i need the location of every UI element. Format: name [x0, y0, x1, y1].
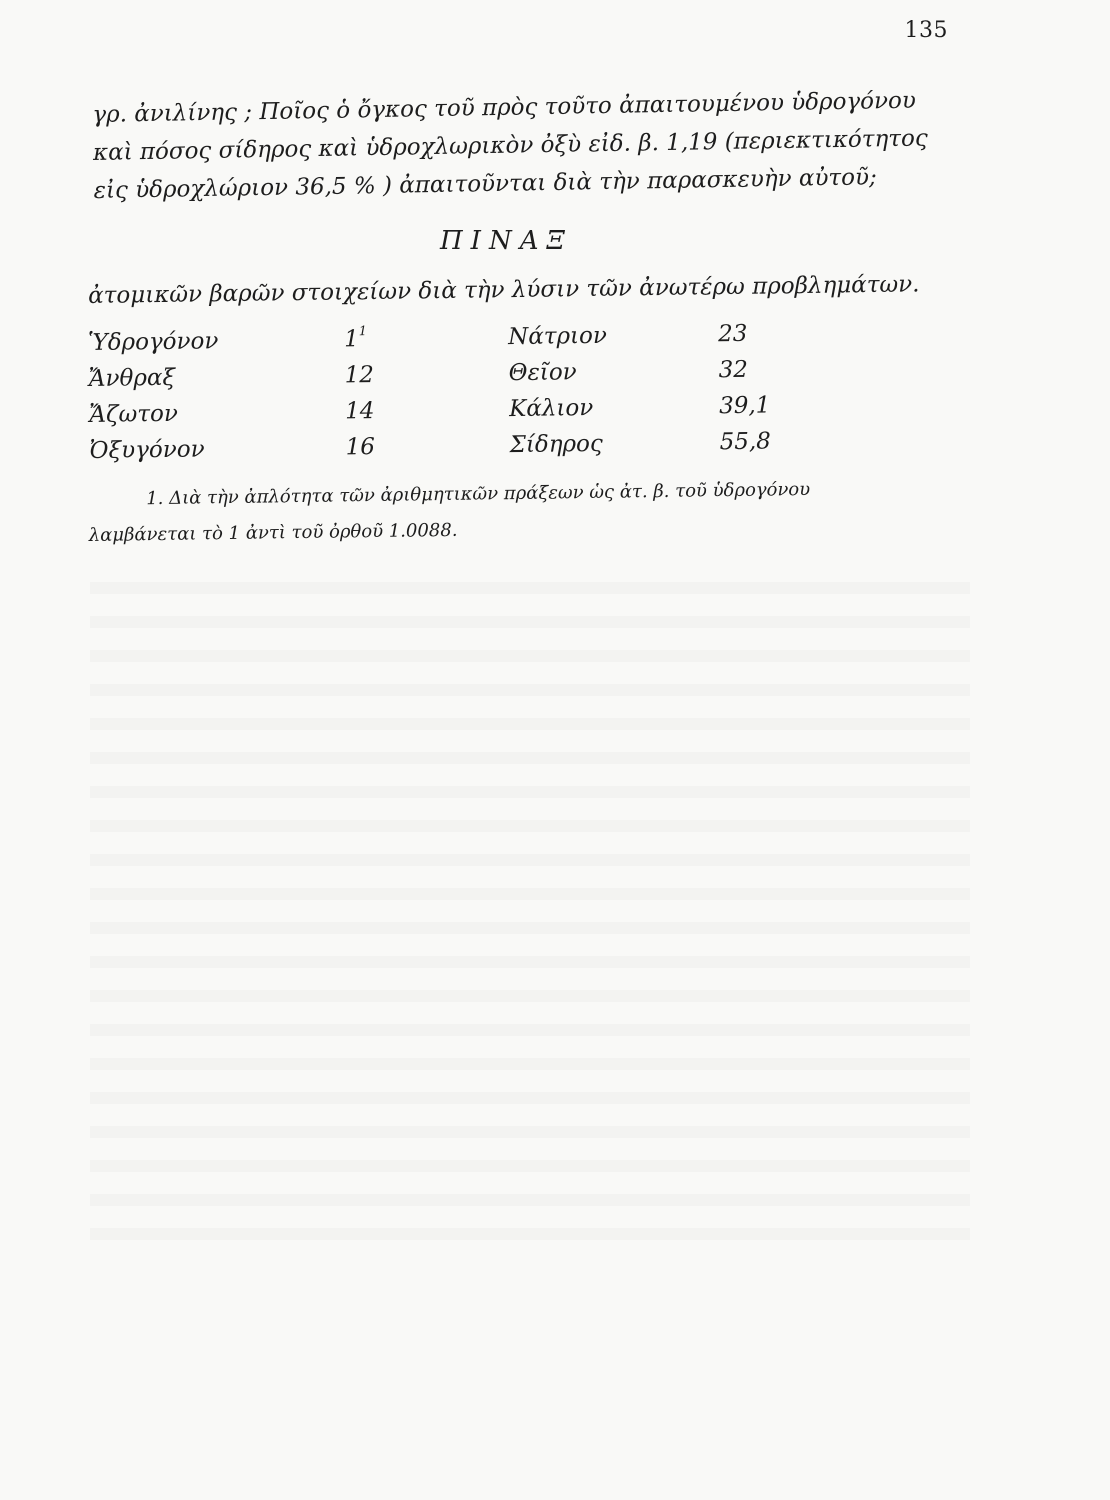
element-weight: 16	[345, 434, 376, 461]
footnote-mark: 1	[358, 324, 368, 340]
element-name: Ὀξυγόνον	[89, 436, 205, 464]
element-name: Ἄζωτον	[89, 400, 179, 428]
element-weight	[344, 326, 367, 352]
paragraph-line: εἰς ὑδροχλώριον 36,5 % ) ἀπαιτοῦνται διὰ τὴν παρασκευὴν αὐτοῦ;	[93, 164, 877, 204]
atomic-weights-table	[88, 320, 810, 480]
element-name: Κάλιον	[508, 394, 594, 423]
element-weight: 39,1	[718, 392, 771, 420]
footnote-line: λαμβάνεται τὸ 1 ἀντὶ τοῦ ὀρθοῦ 1.0088.	[88, 519, 458, 546]
element-name: Ἄνθραξ	[88, 364, 176, 392]
paragraph-line: καὶ πόσος σίδηρος καὶ ὑδροχλωρικὸν ὀξὺ εἰδ. β. 1,19 (περιεκτικότητος	[92, 125, 928, 166]
paragraph-line: γρ. ἀνιλίνης ; Ποῖος ὁ ὄγκος τοῦ πρὸς τοῦτο ἀπαιτουμένου ὑδρογόνου	[92, 87, 917, 128]
element-weight: 32	[718, 356, 749, 384]
element-weight: 23	[717, 320, 748, 348]
element-name: Σίδηρος	[509, 430, 603, 459]
table-title: ΠΙΝΑΞ	[440, 226, 573, 256]
table-subtitle: ἀτομικῶν βαρῶν στοιχείων διὰ τὴν λύσιν τῶν ἀνωτέρω προβλημάτων.	[88, 271, 920, 309]
problem-paragraph	[92, 81, 954, 210]
weight-value: 1	[343, 326, 359, 353]
footnote-line: 1. Διὰ τὴν ἀπλότητα τῶν ἀριθμητικῶν πράξεων ὡς ἀτ. β. τοῦ ὑδρογόνου	[146, 478, 811, 510]
element-weight: 12	[344, 362, 375, 389]
element-weight: 55,8	[719, 428, 772, 456]
element-weight: 14	[344, 398, 375, 425]
show-through-texture	[90, 560, 970, 1260]
element-name: Ὑδρογόνον	[88, 328, 219, 356]
page-number: 135	[904, 18, 948, 43]
element-name: Νάτριον	[507, 322, 608, 351]
footnote	[88, 469, 989, 554]
element-name: Θεῖον	[508, 359, 577, 387]
